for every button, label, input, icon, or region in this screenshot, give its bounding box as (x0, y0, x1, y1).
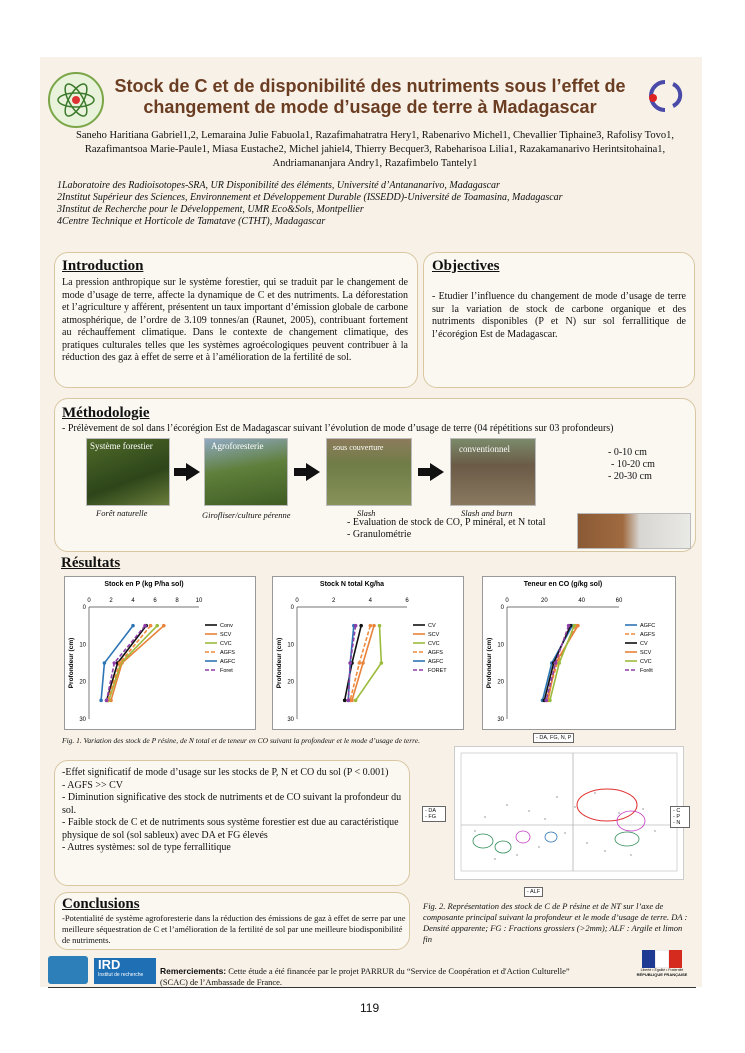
data-point (347, 699, 351, 703)
data-point (378, 624, 382, 628)
data-point (155, 624, 159, 628)
photo-caption: Forêt naturelle (96, 508, 148, 518)
x-tick-label: 2 (331, 598, 336, 604)
legend-label: Forêt (640, 668, 653, 674)
x-tick-label: 20 (540, 598, 548, 604)
chart-title: Stock N total Kg/ha (319, 581, 385, 588)
affiliation: 2Institut Supérieur des Sciences, Environnement et Développement Durable (ISSEDD)-Université de Toamasina, Madagascar (57, 192, 563, 203)
photo-systeme-forestier (86, 438, 170, 506)
arrow-icon (306, 463, 320, 481)
legend-label: SCV (220, 632, 232, 638)
y-tick-label: 30 (287, 717, 294, 723)
data-point (554, 661, 558, 665)
data-point (548, 699, 552, 703)
y-axis-label: Profondeur (cm) (68, 637, 75, 689)
photo-label: Agroforesterie (211, 441, 264, 451)
depth-item: - 20-30 cm (608, 471, 652, 482)
objectives-text: - Etudier l’influence du changement de mode d’usage de terre sur la variation de stock de carbone organique et des nutriments disponibles (P et N) sur sol ferrallitique de l’écorégion Est de Madagascar. (432, 291, 686, 340)
finding-item: - Autres systèmes: sol de type ferrallitique (62, 842, 231, 853)
rf-name: RÉPUBLIQUE FRANÇAISE (636, 972, 688, 977)
affiliation: 4Centre Technique et Horticole de Tamatave (CTHT), Madagascar (57, 216, 326, 227)
y-axis-label: Profondeur (cm) (276, 637, 283, 689)
y-tick-label: 20 (79, 679, 86, 686)
x-tick-label: 40 (578, 598, 586, 604)
data-point (544, 699, 548, 703)
data-point (358, 661, 362, 665)
data-point (103, 661, 107, 665)
methodologie-heading: Méthodologie (62, 405, 150, 421)
data-point (118, 661, 122, 665)
pca-label-top: - DA, FG, N, P (533, 733, 574, 743)
legend-label: SCV (428, 632, 440, 638)
legend-label: CVC (640, 659, 652, 665)
legend-label: AGFS (428, 650, 443, 656)
radioisotopes-logo (48, 72, 104, 128)
objectives-box (423, 252, 695, 388)
photo-caption: Slash and burn (461, 508, 513, 518)
ctht-logo (48, 956, 88, 984)
legend-label: AGFC (428, 659, 444, 665)
data-point (572, 624, 576, 628)
data-point (143, 624, 147, 628)
data-point (557, 661, 561, 665)
ird-logo-subtext: Institut de recherche (98, 972, 144, 978)
data-point (162, 624, 166, 628)
finding-item: - Diminution significative des stock de nutriments et de CO suivant la profondeur du sol. (62, 792, 402, 816)
data-point (113, 661, 117, 665)
chart-title: Teneur en CO (g/kg sol) (523, 581, 603, 588)
photo-caption: Girofliser/culture pérenne (202, 510, 291, 520)
depth-item: - 10-20 cm (611, 459, 655, 470)
photo-conventionnel (450, 438, 536, 506)
legend-label: CV (640, 641, 648, 647)
conclusions-heading: Conclusions (62, 896, 140, 912)
x-tick-label: 4 (368, 598, 373, 604)
legend-label: AGFS (640, 632, 655, 638)
analysis-list (347, 517, 545, 541)
author-list: Saneho Haritiana Gabriel1,2, Lemaraina Julie Fabuola1, Razafimahatratra Hery1, Rabenarivo Michel1, Chevallier Tiphaine3, Rafolisy Tovo1, Razafimantsoa Marie-Paule1, Miasa Eustache2, Michel jahiel4, Thierry Becquer3, Rabeharisoa Lilia1, Razakamanarivo Herintsitohaina1, Andriamananjara Andry1, Razafimbelo Tantely1 (76, 130, 674, 169)
rf-motto: Liberté • Égalité • Fraternité (640, 968, 684, 972)
arrow-icon (186, 463, 200, 481)
methodologie-intro: - Prélèvement de sol dans l’écorégion Est de Madagascar suivant l’évolution de mode d’usage de terre (04 répétitions sur 03 profondeurs) (62, 423, 614, 434)
photo-label: conventionnel (459, 444, 510, 454)
photo-label: sous couverture (333, 443, 384, 452)
chart-teneur-co (482, 576, 676, 730)
data-point (343, 699, 347, 703)
data-point (131, 624, 135, 628)
chart-title: Stock en P (kg P/ha sol) (104, 581, 184, 588)
legend-label: CVC (428, 641, 440, 647)
x-tick-label: 8 (175, 598, 179, 604)
data-point (354, 624, 358, 628)
introduction-box (54, 252, 418, 388)
data-point (359, 624, 363, 628)
data-point (576, 624, 580, 628)
pca-plot (454, 746, 684, 880)
y-tick-label: 0 (500, 605, 504, 611)
y-tick-label: 10 (79, 642, 86, 649)
y-tick-label: 20 (287, 679, 294, 686)
x-tick-label: 6 (405, 598, 409, 604)
y-tick-label: 0 (82, 605, 86, 611)
poster-title: Stock de C et de disponibilité des nutriments sous l’effet de changement de mode d’usage de terre à Madagascar (114, 76, 626, 117)
findings-list (62, 767, 402, 855)
resultats-heading: Résultats (61, 555, 121, 571)
y-tick-label: 10 (497, 642, 504, 649)
affiliation: 3Institut de Recherche pour le Développement, UMR Eco&Sols, Montpellier (57, 204, 364, 215)
ird-logo-text: IRD (98, 957, 121, 972)
photo-label: Système forestier (90, 441, 153, 451)
data-point (567, 624, 571, 628)
y-tick-label: 20 (497, 679, 504, 686)
data-point (348, 661, 352, 665)
x-tick-label: 6 (153, 598, 157, 604)
legend-label: AGFC (220, 659, 236, 665)
depth-list (608, 447, 655, 483)
data-point (372, 624, 376, 628)
pca-label-left: - DA - FG (422, 806, 446, 822)
fig2-caption: Fig. 2. Représentation des stock de C de P résine et de NT sur l’axe de composante principal suivant la profondeur et le mode d’usage de terre. DA : Densité apparente; FG : Fractions grossiers (>2mm); ALF : Argile et limon fin (423, 901, 688, 944)
arrow-icon (430, 463, 444, 481)
data-point (380, 661, 384, 665)
legend-label: CVC (220, 641, 232, 647)
data-point (354, 699, 358, 703)
x-tick-label: 0 (87, 598, 91, 604)
remerciements-label: Remerciements: (160, 966, 227, 976)
photo-sous-couverture (326, 438, 412, 506)
remerciements (160, 966, 590, 988)
soil-sampling-photo (577, 513, 691, 549)
analysis-item: - Granulométrie (347, 529, 412, 540)
y-tick-label: 10 (287, 642, 294, 649)
data-point (105, 699, 109, 703)
legend-label: AGFC (640, 623, 656, 629)
pca-label-right: - C - P - N (670, 806, 690, 828)
chart-stock-n (272, 576, 464, 730)
photo-agroforesterie (204, 438, 288, 506)
finding-item: - Faible stock de C et de nutriments sous système forestier est due au caractéristique physique de sol (sol sableux) avec DA et FG élevés (62, 817, 399, 841)
data-point (369, 624, 373, 628)
introduction-text: La pression anthropique sur le système forestier, qui se traduit par le changement de mode d’usage de terre, affecte la dynamique de C et des nutriments. La déforestation et l’agriculture y afférent, présentent un taux important d’émission globale de carbone atmosphérique, de l’ordre de 3.109 tonnes/an (Raunet, 2005), contribuant fortement au réchauffement climatique. Dans le contexte de changement climatique, des pratiques culturales telles que les systèmes agroécologiques peuvent contribuer à la réduction des gaz à effet de serre et à l’amélioration de la fertilité de sol. (62, 277, 408, 363)
x-tick-label: 0 (295, 598, 299, 604)
legend-label: FORET (428, 668, 447, 674)
data-point (149, 624, 153, 628)
y-tick-label: 30 (497, 717, 504, 723)
footer-rule (48, 987, 696, 988)
chart-stock-p (64, 576, 256, 730)
conclusions-box (54, 892, 410, 950)
finding-item: -Effet significatif de mode d’usage sur les stocks de P, N et CO du sol (P < 0.001) (62, 767, 389, 778)
fig1-caption: Fig. 1. Variation des stock de P résine, de N total et de teneur en CO suivant la profondeur et le mode d’usage de terre. (62, 736, 420, 745)
republique-francaise-logo (636, 950, 688, 984)
legend-label: Foret (220, 668, 233, 674)
pca-label-bottom: - ALF (524, 887, 543, 897)
conclusions-text: -Potentialité de système agroforesterie dans la réduction des émissions de gaz à effet de serre par une meilleure séquestration de C et l’amélioration de la fertilité de sol par une meilleure biodisponibilité de nutriments. (62, 913, 406, 945)
analysis-item: - Evaluation de stock de CO, P minéral, et N total (347, 517, 546, 528)
x-tick-label: 0 (505, 598, 509, 604)
x-tick-label: 10 (195, 598, 203, 604)
photo-caption: Slash (357, 508, 376, 518)
x-tick-label: 2 (109, 598, 113, 604)
x-tick-label: 60 (615, 598, 623, 604)
remerciements-text: Cette étude a été financée par le projet PARRUR du “Service de Coopération et d'Action Culturelle” (SCAC) de l’Ambassade de France. (160, 966, 570, 987)
data-point (99, 699, 103, 703)
legend-label: AGFS (220, 650, 235, 656)
y-tick-label: 30 (79, 717, 86, 723)
legend-label: Conv (220, 623, 233, 629)
finding-item: - AGFS >> CV (62, 779, 124, 791)
findings-box (54, 760, 410, 886)
x-tick-label: 4 (131, 598, 135, 604)
affiliations (57, 180, 697, 228)
legend-label: CV (428, 623, 436, 629)
objectives-heading: Objectives (432, 258, 500, 274)
data-point (361, 661, 365, 665)
ird-logo (94, 958, 156, 984)
toamasina-logo (643, 76, 693, 116)
y-tick-label: 0 (290, 605, 294, 611)
legend-label: SCV (640, 650, 652, 656)
page-number: 119 (360, 1001, 380, 1015)
y-axis-label: Profondeur (cm) (486, 637, 493, 689)
affiliation: 1Laboratoire des Radioisotopes-SRA, UR Disponibilité des éléments, Université d’Antananarivo, Madagascar (57, 180, 500, 191)
introduction-heading: Introduction (62, 258, 144, 274)
depth-item: - 0-10 cm (608, 447, 647, 458)
